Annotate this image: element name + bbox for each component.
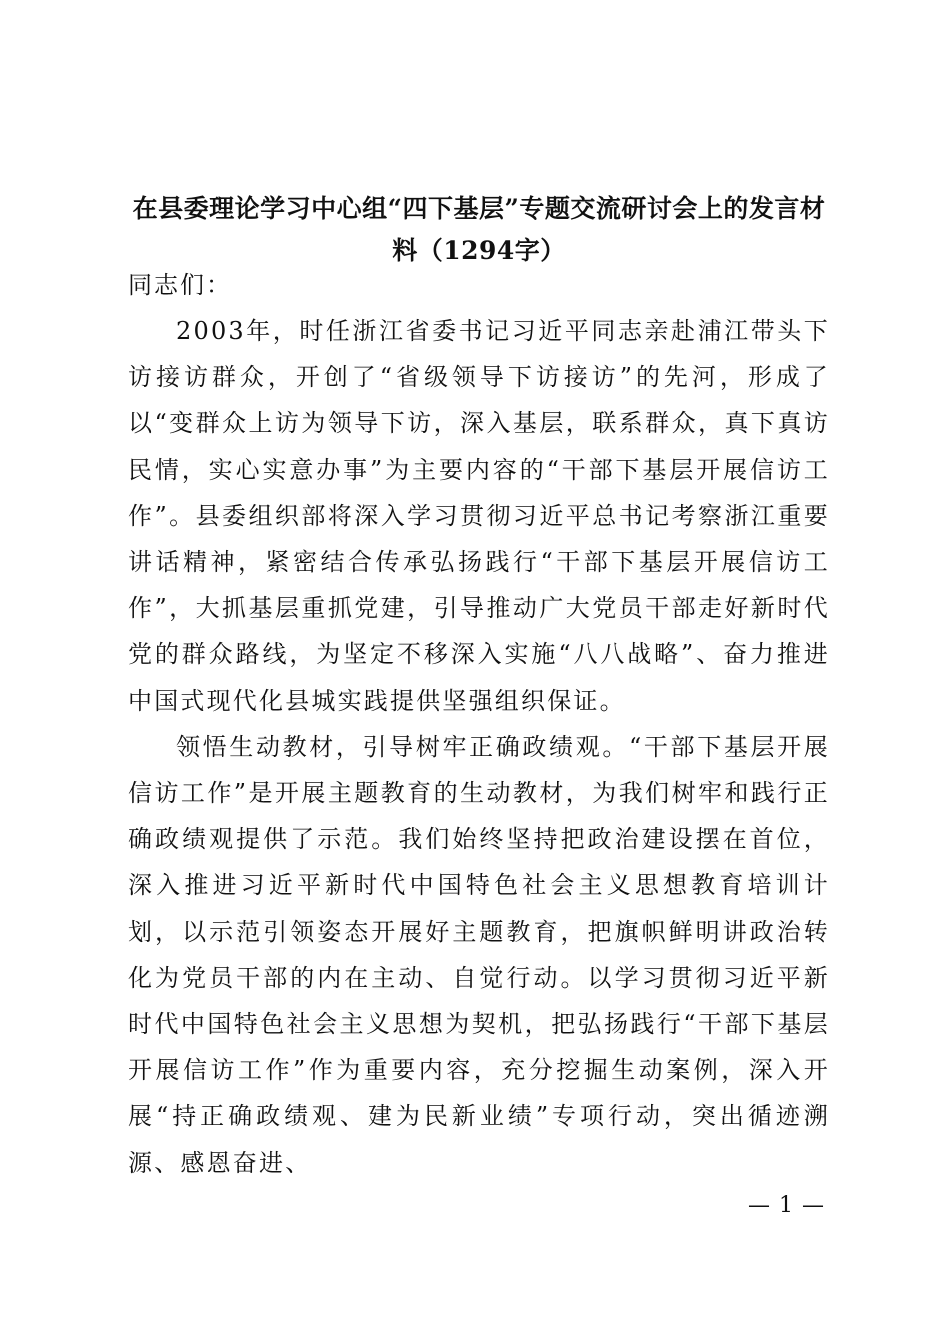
page-number: — 1 — xyxy=(748,1193,825,1218)
document-title: 在县委理论学习中心组“四下基层”专题交流研讨会上的发言材料（1294字） xyxy=(132,194,826,265)
salutation: 同志们： xyxy=(128,271,232,299)
paragraph-1: 2003年，时任浙江省委书记习近平同志亲赴浦江带头下访接访群众，开创了“省级领导下访接访”的先河，形成了以“变群众上访为领导下访，深入基层，联系群众，真下真访民情，实心实意办事”为主要内容的“干部下基层开展信访工作”。县委组织部将深入学习贯彻习近平总书记考察浙江重要讲话精神，紧密结合传承弘扬践行“干部下基层开展信访工作”，大抓基层重抓党建，引导推动广大党员干部走好新时代党的群众路线，为坚定不移深入实施“八八战略”、奋力推进中国式现代化县城实践提供坚强组织保证。 xyxy=(128,317,830,715)
document-body xyxy=(128,262,830,1186)
paragraph-2: 领悟生动教材，引导树牢正确政绩观。“干部下基层开展信访工作”是开展主题教育的生动教材，为我们树牢和践行正确政绩观提供了示范。我们始终坚持把政治建设摆在首位，深入推进习近平新时代中国特色社会主义思想教育培训计划，以示范引领姿态开展好主题教育，把旗帜鲜明讲政治转化为党员干部的内在主动、自觉行动。以学习贯彻习近平新时代中国特色社会主义思想为契机，把弘扬践行“干部下基层开展信访工作”作为重要内容，充分挖掘生动案例，深入开展“持正确政绩观、建为民新业绩”专项行动，突出循迹溯源、感恩奋进、 xyxy=(128,732,830,1177)
